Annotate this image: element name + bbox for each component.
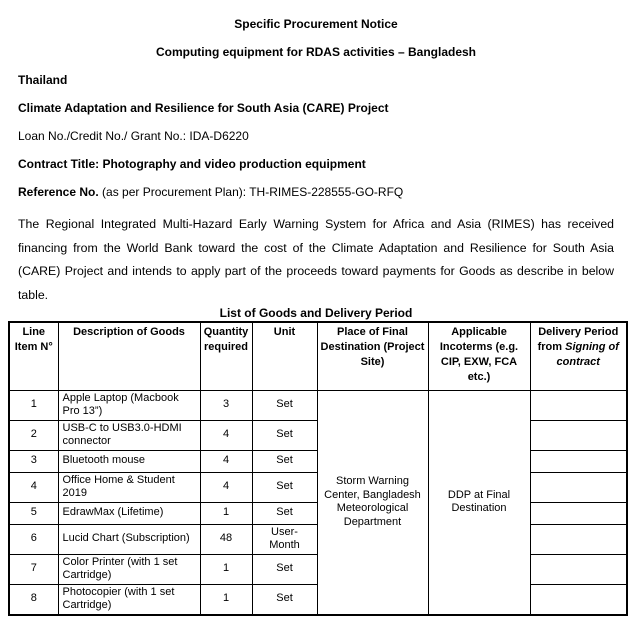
unit-cell: Set <box>252 390 317 420</box>
col-header-delivery-prefix: Delivery Period from <box>537 326 619 353</box>
place-of-destination-cell: Storm Warning Center, Bangladesh Meteorological Department <box>317 390 428 615</box>
delivery-period-cell <box>530 584 627 615</box>
quantity-cell: 1 <box>200 502 252 524</box>
line-item-cell: 6 <box>9 524 58 554</box>
unit-cell: Set <box>252 584 317 615</box>
reference-value: (as per Procurement Plan): TH-RIMES-228555-GO-RFQ <box>98 185 404 199</box>
delivery-period-cell <box>530 554 627 584</box>
delivery-period-cell <box>530 420 627 450</box>
line-item-cell: 3 <box>9 450 58 472</box>
col-header-delivery-italic: Signing of contract <box>556 341 619 368</box>
contract-title-line: Contract Title: Photography and video production equipment <box>18 157 366 171</box>
quantity-cell: 4 <box>200 472 252 502</box>
project-heading: Climate Adaptation and Resilience for South Asia (CARE) Project <box>18 101 389 115</box>
loan-credit-grant-line: Loan No./Credit No./ Grant No.: IDA-D6220 <box>18 129 249 143</box>
description-cell: Lucid Chart (Subscription) <box>58 524 200 554</box>
delivery-period-cell <box>530 450 627 472</box>
table-row-1 <box>9 390 627 420</box>
unit-cell: User-Month <box>252 524 317 554</box>
quantity-cell: 4 <box>200 450 252 472</box>
description-cell: Apple Laptop (Macbook Pro 13”) <box>58 390 200 420</box>
description-cell: Bluetooth mouse <box>58 450 200 472</box>
unit-cell: Set <box>252 554 317 584</box>
description-cell: Color Printer (with 1 set Cartridge) <box>58 554 200 584</box>
goods-table-title: List of Goods and Delivery Period <box>219 306 413 320</box>
description-cell: USB-C to USB3.0-HDMI connector <box>58 420 200 450</box>
line-item-cell: 7 <box>9 554 58 584</box>
delivery-period-cell <box>530 472 627 502</box>
quantity-cell: 3 <box>200 390 252 420</box>
description-cell: EdrawMax (Lifetime) <box>58 502 200 524</box>
unit-cell: Set <box>252 472 317 502</box>
notice-title: Specific Procurement Notice <box>234 17 398 31</box>
country-heading: Thailand <box>18 73 68 87</box>
unit-cell: Set <box>252 502 317 524</box>
line-item-cell: 1 <box>9 390 58 420</box>
reference-label: Reference No. <box>18 185 99 199</box>
col-header-quantity: Quantity required <box>200 322 252 390</box>
col-header-place: Place of Final Destination (Project Site) <box>317 322 428 390</box>
line-item-cell: 4 <box>9 472 58 502</box>
incoterms-cell: DDP at Final Destination <box>428 390 530 615</box>
line-item-cell: 5 <box>9 502 58 524</box>
col-header-delivery-period <box>530 322 627 390</box>
col-header-description: Description of Goods <box>58 322 200 390</box>
delivery-period-cell <box>530 390 627 420</box>
quantity-cell: 1 <box>200 554 252 584</box>
unit-cell: Set <box>252 420 317 450</box>
description-cell: Office Home & Student 2019 <box>58 472 200 502</box>
delivery-period-cell <box>530 524 627 554</box>
goods-table <box>8 321 628 616</box>
quantity-cell: 48 <box>200 524 252 554</box>
quantity-cell: 4 <box>200 420 252 450</box>
reference-line <box>18 185 614 199</box>
col-header-incoterms: Applicable Incoterms (e.g. CIP, EXW, FCA etc.) <box>428 322 530 390</box>
description-cell: Photocopier (with 1 set Cartridge) <box>58 584 200 615</box>
col-header-line-item: Line Item N° <box>9 322 58 390</box>
line-item-cell: 8 <box>9 584 58 615</box>
line-item-cell: 2 <box>9 420 58 450</box>
col-header-unit: Unit <box>252 322 317 390</box>
quantity-cell: 1 <box>200 584 252 615</box>
intro-paragraph: The Regional Integrated Multi-Hazard Early Warning System for Africa and Asia (RIMES) has received financing from the World Bank toward the cost of the Climate Adaptation and Resilience for South Asia (CARE) Project and intends to apply part of the proceeds toward payments for Goods as describe in below table. <box>18 217 614 302</box>
delivery-period-cell <box>530 502 627 524</box>
goods-table-header-row <box>9 322 627 390</box>
notice-subtitle: Computing equipment for RDAS activities – Bangladesh <box>155 45 477 59</box>
unit-cell: Set <box>252 450 317 472</box>
